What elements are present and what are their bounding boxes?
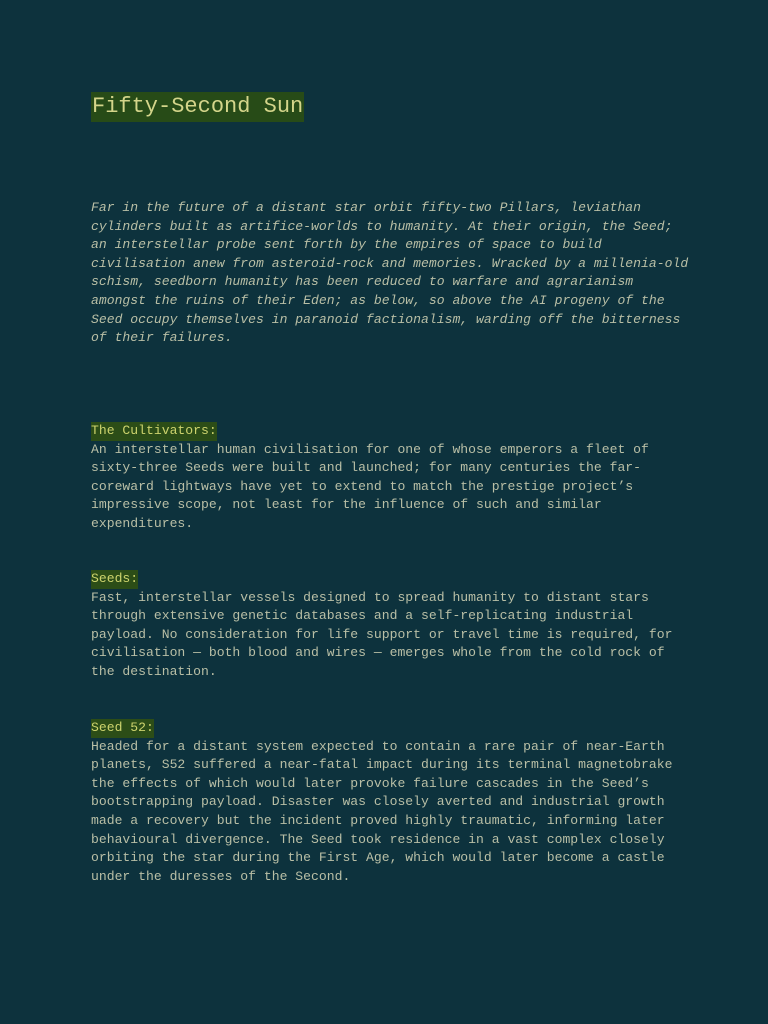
section-seed-52 (91, 718, 691, 886)
section-heading: Seed 52: (91, 719, 154, 738)
section-cultivators (91, 421, 691, 534)
section-seeds (91, 569, 691, 682)
intro-paragraph: Far in the future of a distant star orbit fifty-two Pillars, leviathan cylinders built as artifice-worlds to humanity. At their origin, the Seed; an interstellar probe sent forth by the empires of space to build civilisation anew from asteroid-rock and memories. Wracked by a millenia-old schism, seedborn humanity has been reduced to warfare and agrarianism amongst the ruins of their Eden; as below, so above the AI progeny of the Seed occupy themselves in paranoid factionalism, warding off the bitterness of their failures. (91, 200, 689, 346)
section-body: Fast, interstellar vessels designed to spread humanity to distant stars through extensive genetic databases and a self-replicating industrial payload. No consideration for life support or travel time is required, for civilisation — both blood and wires — emerges whole from the cold rock of the destination. (91, 589, 673, 679)
document-title: Fifty-Second Sun (91, 92, 304, 122)
section-heading: Seeds: (91, 570, 138, 589)
section-body: An interstellar human civilisation for one of whose emperors a fleet of sixty-three Seeds were built and launched; for many centuries the far-coreward lightways have yet to extend to match the prestige project’s impressive scope, not least for the influence of such and similar expenditures. (91, 441, 649, 531)
section-body: Headed for a distant system expected to contain a rare pair of near-Earth planets, S52 suffered a near-fatal impact during its terminal magnetobrake the effects of which would later provoke failure cascades in the Seed’s bootstrapping payload. Disaster was closely averted and industrial growth made a recovery but the incident proved highly traumatic, informing later behavioural divergence. The Seed took residence in a vast complex closely orbiting the star during the First Age, which would later become a castle under the duresses of the Second. (91, 738, 673, 884)
section-heading: The Cultivators: (91, 422, 217, 441)
